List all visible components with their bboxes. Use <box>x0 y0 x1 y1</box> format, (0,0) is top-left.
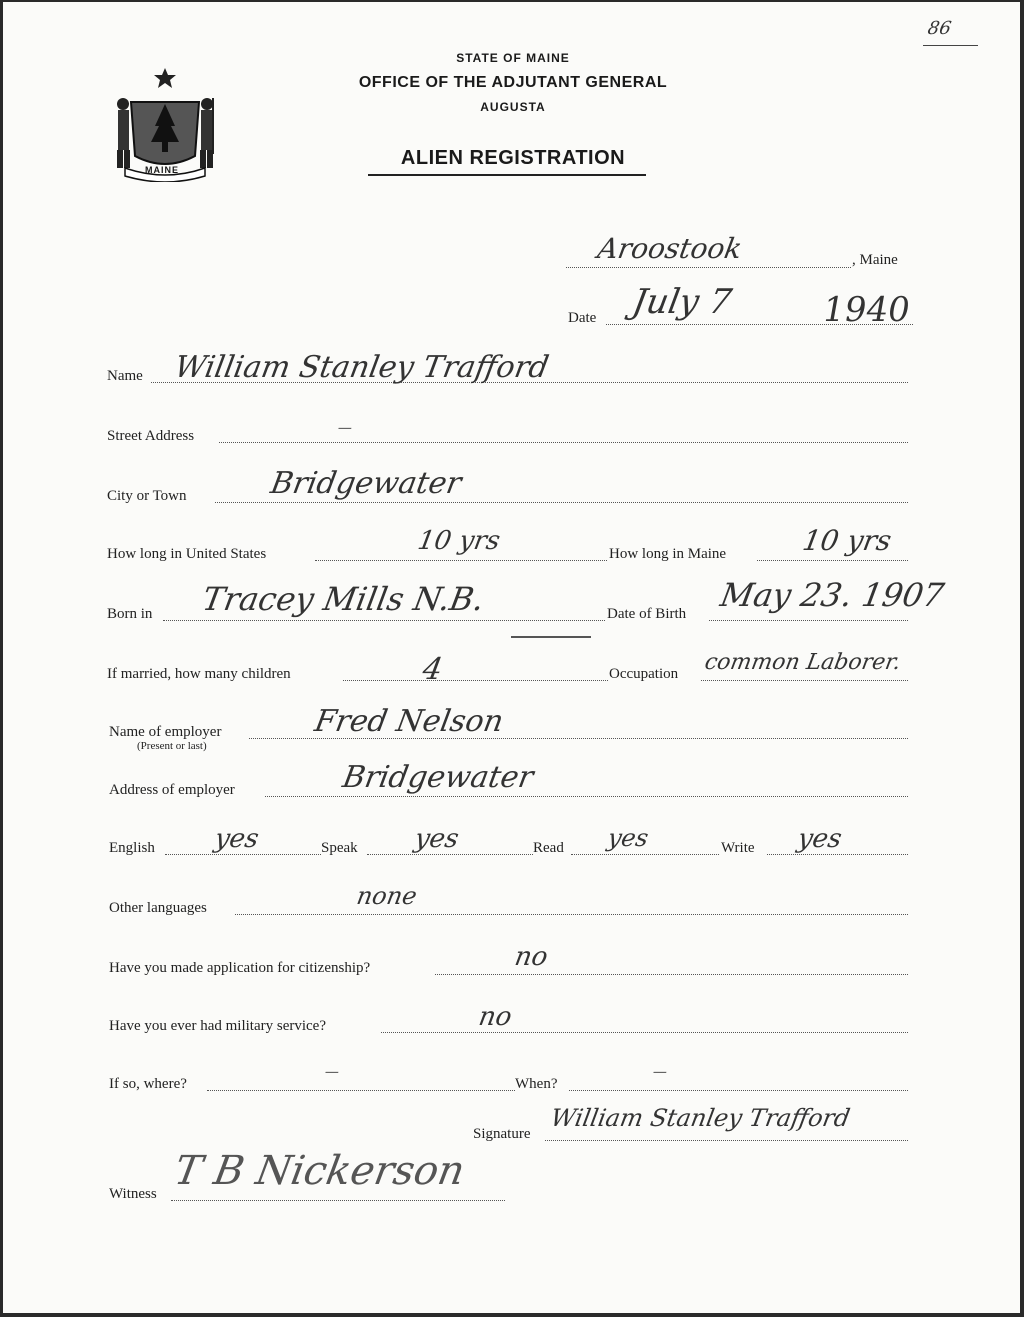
seal-banner-text: MAINE <box>145 165 179 175</box>
signature-label: Signature <box>473 1126 531 1142</box>
date-year-value: 1940 <box>819 290 914 330</box>
witness-label: Witness <box>109 1186 157 1202</box>
when-label: When? <box>515 1076 558 1092</box>
write-label: Write <box>721 840 755 856</box>
street-label: Street Address <box>107 428 195 444</box>
where-label: If so, where? <box>109 1076 187 1092</box>
write-value: yes <box>795 824 845 854</box>
dob-value: May 23. 1907 <box>717 576 947 614</box>
county-value: Aroostook <box>595 232 745 265</box>
other-languages-value: none <box>354 882 420 910</box>
occupation-value: common Laborer. <box>702 650 903 675</box>
page-number-underline <box>923 45 978 46</box>
office-heading: OFFICE OF THE ADJUTANT GENERAL <box>358 74 668 91</box>
how-long-maine-label: How long in Maine <box>609 546 727 562</box>
employer-address-label: Address of employer <box>109 782 235 798</box>
english-label: English <box>109 840 155 856</box>
dob-label: Date of Birth <box>607 606 687 622</box>
title-underline <box>368 174 646 176</box>
born-in-label: Born in <box>107 606 153 622</box>
date-month-day-value: July 7 <box>629 282 735 322</box>
employer-address-value: Bridgewater <box>339 760 536 795</box>
english-value: yes <box>212 824 262 854</box>
military-value: no <box>476 1002 515 1032</box>
born-in-underline <box>511 636 591 638</box>
speak-label: Speak <box>321 840 358 856</box>
page-number: 86 <box>926 18 953 39</box>
other-languages-label: Other languages <box>109 900 207 916</box>
employer-value: Fred Nelson <box>311 704 507 739</box>
state-heading: STATE OF MAINE <box>456 51 570 65</box>
read-label: Read <box>533 840 564 856</box>
witness-value: T B Nickerson <box>170 1148 469 1194</box>
citizenship-value: no <box>512 942 551 972</box>
how-long-us-value: 10 yrs <box>415 526 503 556</box>
registration-form <box>3 2 1020 1313</box>
when-value: — <box>651 1064 669 1080</box>
employer-label: Name of employer <box>109 724 222 740</box>
how-long-us-label: How long in United States <box>107 546 267 562</box>
children-value: 4 <box>419 652 446 687</box>
date-label: Date <box>568 310 597 326</box>
signature-value: William Stanley Trafford <box>548 1104 853 1132</box>
maine-state-seal-icon <box>109 64 221 182</box>
born-in-value: Tracey Mills N.B. <box>199 580 488 618</box>
speak-value: yes <box>412 824 462 854</box>
city-value: Bridgewater <box>267 466 464 501</box>
street-value: — <box>336 420 354 436</box>
name-label: Name <box>107 368 143 384</box>
military-label: Have you ever had military service? <box>109 1018 326 1034</box>
where-value: — <box>323 1064 341 1080</box>
read-value: yes <box>605 824 651 852</box>
city-label: City or Town <box>107 488 187 504</box>
citizenship-label: Have you made application for citizenship? <box>109 960 371 976</box>
employer-sublabel: (Present or last) <box>137 740 207 752</box>
occupation-label: Occupation <box>609 666 679 682</box>
how-long-maine-value: 10 yrs <box>800 524 895 557</box>
name-value: William Stanley Trafford <box>171 350 552 385</box>
children-label: If married, how many children <box>107 666 291 682</box>
city-heading: AUGUSTA <box>480 100 546 114</box>
maine-label: , Maine <box>852 252 898 268</box>
form-title: ALIEN REGISTRATION <box>400 147 626 169</box>
